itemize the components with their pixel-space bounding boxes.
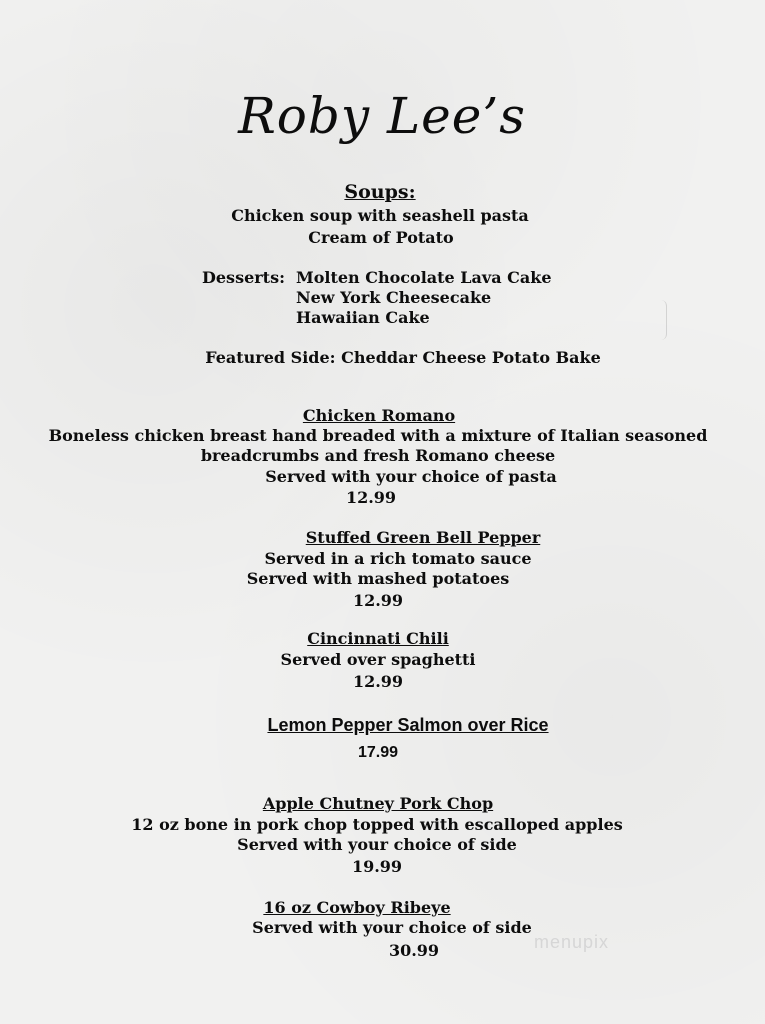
entree-description: Boneless chicken breast hand breaded with a mixture of Italian seasoned — [48, 426, 708, 445]
watermark: menupix — [534, 932, 610, 952]
entree-name: Lemon Pepper Salmon over Rice — [267, 715, 549, 735]
soup-item: Chicken soup with seashell pasta — [231, 206, 529, 225]
dessert-item: New York Cheesecake — [296, 288, 492, 307]
entree-name: Chicken Romano — [302, 406, 456, 425]
entree-price: 30.99 — [388, 941, 440, 960]
entree-description: breadcrumbs and fresh Romano cheese — [200, 446, 556, 465]
dessert-item: Hawaiian Cake — [296, 308, 430, 327]
soups-heading: Soups: — [344, 181, 416, 203]
entree-price: 12.99 — [352, 591, 404, 610]
entree-price: 12.99 — [352, 672, 404, 691]
entree-name: 16 oz Cowboy Ribeye — [263, 898, 451, 917]
entree-description: Served with mashed potatoes — [246, 569, 510, 588]
entree-description: Served with your choice of side — [237, 835, 517, 854]
desserts-label: Desserts: — [202, 268, 285, 287]
entree-description: Served with your choice of pasta — [265, 467, 557, 486]
featured-side: Featured Side: Cheddar Cheese Potato Bake — [205, 348, 601, 367]
soup-item: Cream of Potato — [308, 228, 454, 247]
dessert-item: Molten Chocolate Lava Cake — [296, 268, 552, 287]
entree-name: Apple Chutney Pork Chop — [262, 794, 494, 813]
entree-price: 17.99 — [357, 744, 399, 761]
paper-edge — [660, 300, 667, 340]
entree-description: Served over spaghetti — [280, 650, 476, 669]
entree-name: Cincinnati Chili — [307, 629, 449, 648]
entree-description: 12 oz bone in pork chop topped with escalloped apples — [131, 815, 623, 834]
restaurant-title: Roby Lee’s — [238, 87, 526, 145]
entree-name: Stuffed Green Bell Pepper — [305, 528, 541, 547]
entree-description: Served in a rich tomato sauce — [264, 549, 532, 568]
entree-price: 12.99 — [345, 488, 397, 507]
entree-price: 19.99 — [351, 857, 403, 876]
entree-description: Served with your choice of side — [252, 918, 532, 937]
